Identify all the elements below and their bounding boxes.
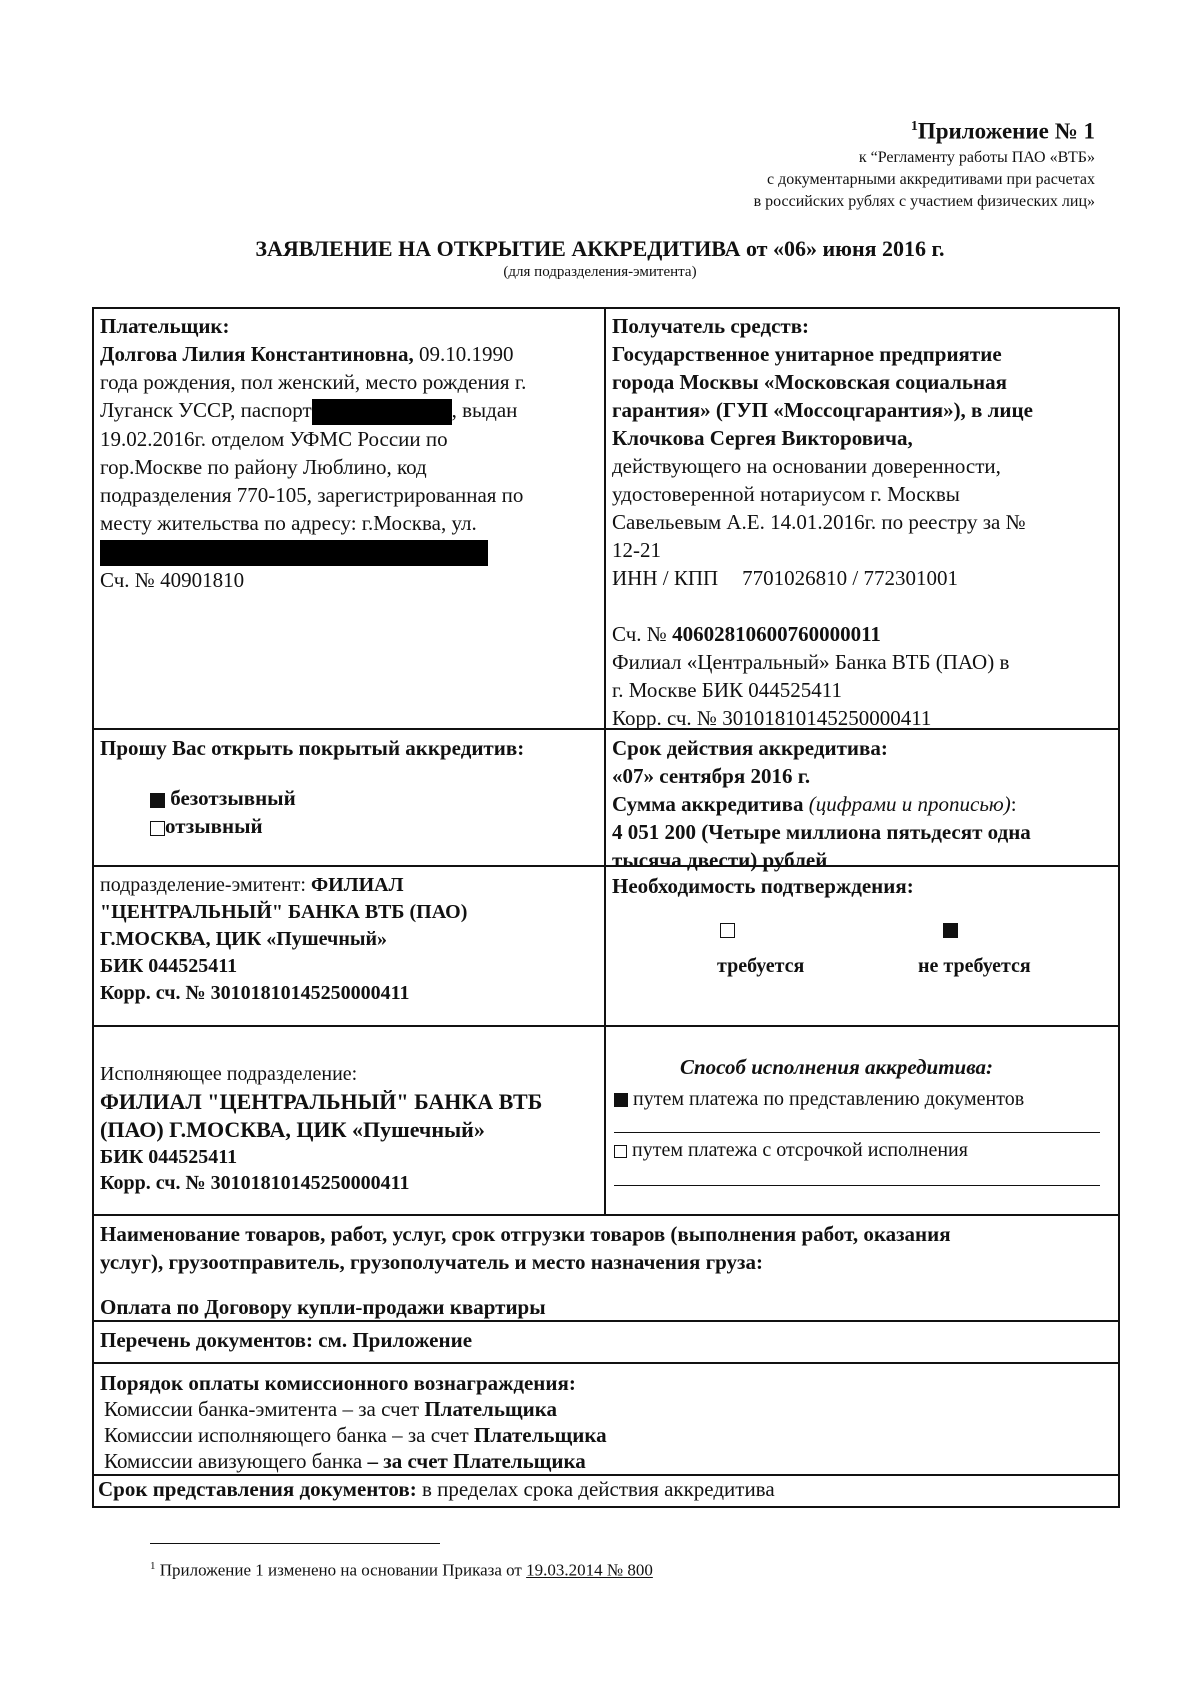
recipient-corr: Корр. сч. № 30101810145250000411: [612, 706, 932, 730]
recipient-account-label: Сч. №: [612, 622, 673, 646]
appendix-line-3: в российских рублях с участием физических лиц»: [753, 192, 1095, 210]
redacted-address: [100, 540, 488, 566]
executing-label: Исполняющее подразделение:: [100, 1063, 358, 1085]
recipient-line-3: гарантия» (ГУП «Моссоцгарантия»), в лице: [612, 398, 1033, 422]
method-underline-2: [614, 1185, 1100, 1186]
issuer-line-2: "ЦЕНТРАЛЬНЫЙ" БАНКА ВТБ (ПАО): [100, 901, 468, 923]
document-subtitle: (для подразделения-эмитента): [503, 264, 697, 280]
executing-cell: [100, 1060, 600, 1196]
documents-list: Перечень документов: см. Приложение: [100, 1328, 473, 1352]
footnote-separator: [150, 1543, 440, 1544]
inn-label: ИНН / КПП: [612, 566, 719, 590]
validity-label: Срок действия аккредитива:: [612, 736, 888, 760]
recipient-bank-1: Филиал «Центральный» Банка ВТБ (ПАО) в: [612, 650, 1010, 674]
appendix-superscript: 1: [910, 119, 918, 134]
sum-label: Сумма аккредитива: [612, 792, 804, 816]
recipient-cell: [612, 312, 1114, 732]
method-option-2: [614, 1139, 968, 1162]
redacted-passport: [312, 399, 452, 425]
method-option-1-label: путем платежа по представлению документов: [633, 1088, 1025, 1110]
method-option-1-checkbox: [614, 1093, 628, 1107]
issuer-cell: [100, 872, 600, 1007]
method-option-2-label: путем платежа с отсрочкой исполнения: [632, 1139, 968, 1161]
irrevocable-checkbox: [150, 793, 165, 808]
footnote-text: Приложение 1 изменено на основании Приказа от: [155, 1560, 527, 1580]
recipient-line-7: Савельевым А.Е. 14.01.2016г. по реестру за №: [612, 510, 1026, 534]
payer-line-3a: Луганск УССР, паспорт: [100, 398, 312, 422]
commission-line-2a: Комиссии исполняющего банка – за счет: [104, 1423, 474, 1447]
payer-line-3b: , выдан: [451, 398, 518, 422]
payer-line-6: подразделения 770-105, зарегистрированная по: [100, 483, 524, 508]
presentation-row: [98, 1477, 775, 1502]
sum-line-1: 4 051 200 (Четыре миллиона пятьдесят одна: [612, 820, 1031, 844]
confirmation-not-required-checkbox: [943, 923, 958, 938]
recipient-line-2: города Москвы «Московская социальная: [612, 370, 1007, 394]
payer-line-2: года рождения, пол женский, место рождения г.: [100, 370, 527, 394]
commission-line-1b: Плательщика: [424, 1397, 558, 1421]
appendix-line-2: с документарными аккредитивами при расчетах: [766, 170, 1095, 188]
payer-line-7: месту жительства по адресу: г.Москва, ул.: [100, 511, 477, 536]
appendix-line-1: к “Регламенту работы ПАО «ВТБ»: [858, 148, 1095, 166]
irrevocable-label: безотзывный: [170, 786, 296, 810]
validity-date: «07» сентября 2016 г.: [612, 764, 811, 788]
goods-cell: [100, 1220, 1115, 1276]
request-label: Прошу Вас открыть покрытый аккредитив:: [100, 736, 525, 760]
request-cell: [100, 734, 600, 840]
recipient-line-6: удостоверенной нотариусом г. Москвы: [612, 482, 960, 506]
sum-hint: (цифрами и прописью): [808, 792, 1011, 816]
footnote-mark: 1: [150, 1560, 156, 1572]
method-option-2-checkbox: [614, 1145, 627, 1158]
recipient-label: Получатель средств:: [612, 314, 810, 338]
confirmation-required-label: требуется: [717, 955, 805, 977]
sum-colon: :: [1010, 792, 1017, 816]
confirmation-label: Необходимость подтверждения:: [612, 874, 914, 898]
commission-cell: [100, 1370, 1115, 1474]
footnote: [150, 1560, 653, 1581]
payer-birthdate: 09.10.1990: [413, 342, 514, 366]
inn-value: 7701026810 / 772301001: [742, 566, 959, 590]
commission-label: Порядок оплаты комиссионного вознаграждения:: [100, 1371, 576, 1395]
recipient-line-1: Государственное унитарное предприятие: [612, 342, 1002, 366]
issuer-corr: Корр. сч. № 30101810145250000411: [100, 982, 410, 1004]
payer-line-4: 19.02.2016г. отделом УФМС России по: [100, 427, 448, 452]
confirmation-cell: [612, 872, 1114, 900]
revocable-label: отзывный: [165, 814, 263, 838]
revocable-checkbox: [150, 821, 165, 836]
payer-account: Сч. № 40901810: [100, 568, 245, 593]
commission-line-2b: Плательщика: [473, 1423, 607, 1447]
executing-corr: Корр. сч. № 30101810145250000411: [100, 1172, 410, 1194]
issuer-line-1: ФИЛИАЛ: [305, 874, 404, 896]
recipient-line-5: действующего на основании доверенности,: [612, 454, 1001, 478]
goods-label-2: услуг), грузоотправитель, грузополучатель и место назначения груза:: [100, 1250, 763, 1274]
payer-line-5: гор.Москве по району Люблино, код: [100, 455, 427, 480]
payer-label: Плательщик:: [100, 314, 230, 338]
appendix-header: [754, 112, 1095, 213]
executing-bik: БИК 044525411: [100, 1146, 238, 1168]
validity-cell: [612, 734, 1114, 874]
presentation-value: в пределах срока действия аккредитива: [416, 1477, 775, 1501]
payer-cell: [100, 312, 600, 594]
document-title: ЗАЯВЛЕНИЕ НА ОТКРЫТИЕ АККРЕДИТИВА от «06» июня 2016 г.: [255, 236, 945, 261]
goods-label-1: Наименование товаров, работ, услуг, срок отгрузки товаров (выполнения работ, оказания: [100, 1222, 951, 1246]
appendix-title: Приложение № 1: [917, 118, 1095, 144]
issuer-bik: БИК 044525411: [100, 955, 238, 977]
executing-line-2: (ПАО) Г.МОСКВА, ЦИК «Пушечный»: [100, 1117, 485, 1142]
goods-value: Оплата по Договору купли-продажи квартиры: [100, 1295, 546, 1319]
recipient-line-4: Клочкова Сергея Викторовича,: [612, 426, 913, 450]
recipient-bank-2: г. Москве БИК 044525411: [612, 678, 843, 702]
presentation-label: Срок представления документов:: [98, 1477, 417, 1501]
payer-name: Долгова Лилия Константиновна,: [100, 342, 414, 366]
confirmation-required-checkbox: [720, 923, 735, 938]
sum-line-2: тысяча двести) рублей: [612, 848, 828, 872]
executing-line-1: ФИЛИАЛ "ЦЕНТРАЛЬНЫЙ" БАНКА ВТБ: [100, 1089, 543, 1114]
commission-line-3b: – за счет Плательщика: [367, 1449, 586, 1473]
recipient-account-value: 40602810600760000011: [672, 622, 881, 646]
method-option-1: [614, 1088, 1024, 1111]
issuer-line-3: Г.МОСКВА, ЦИК «Пушечный»: [100, 928, 387, 950]
recipient-line-8: 12-21: [612, 538, 661, 562]
confirmation-not-required-label: не требуется: [918, 955, 1031, 977]
method-label: Способ исполнения аккредитива:: [680, 1055, 993, 1079]
commission-line-1a: Комиссии банка-эмитента – за счет: [104, 1397, 425, 1421]
commission-line-3a: Комиссии авизующего банка: [104, 1449, 368, 1473]
footnote-ref: 19.03.2014 № 800: [526, 1560, 653, 1580]
method-underline-1: [614, 1132, 1100, 1133]
issuer-label: подразделение-эмитент:: [100, 874, 306, 896]
